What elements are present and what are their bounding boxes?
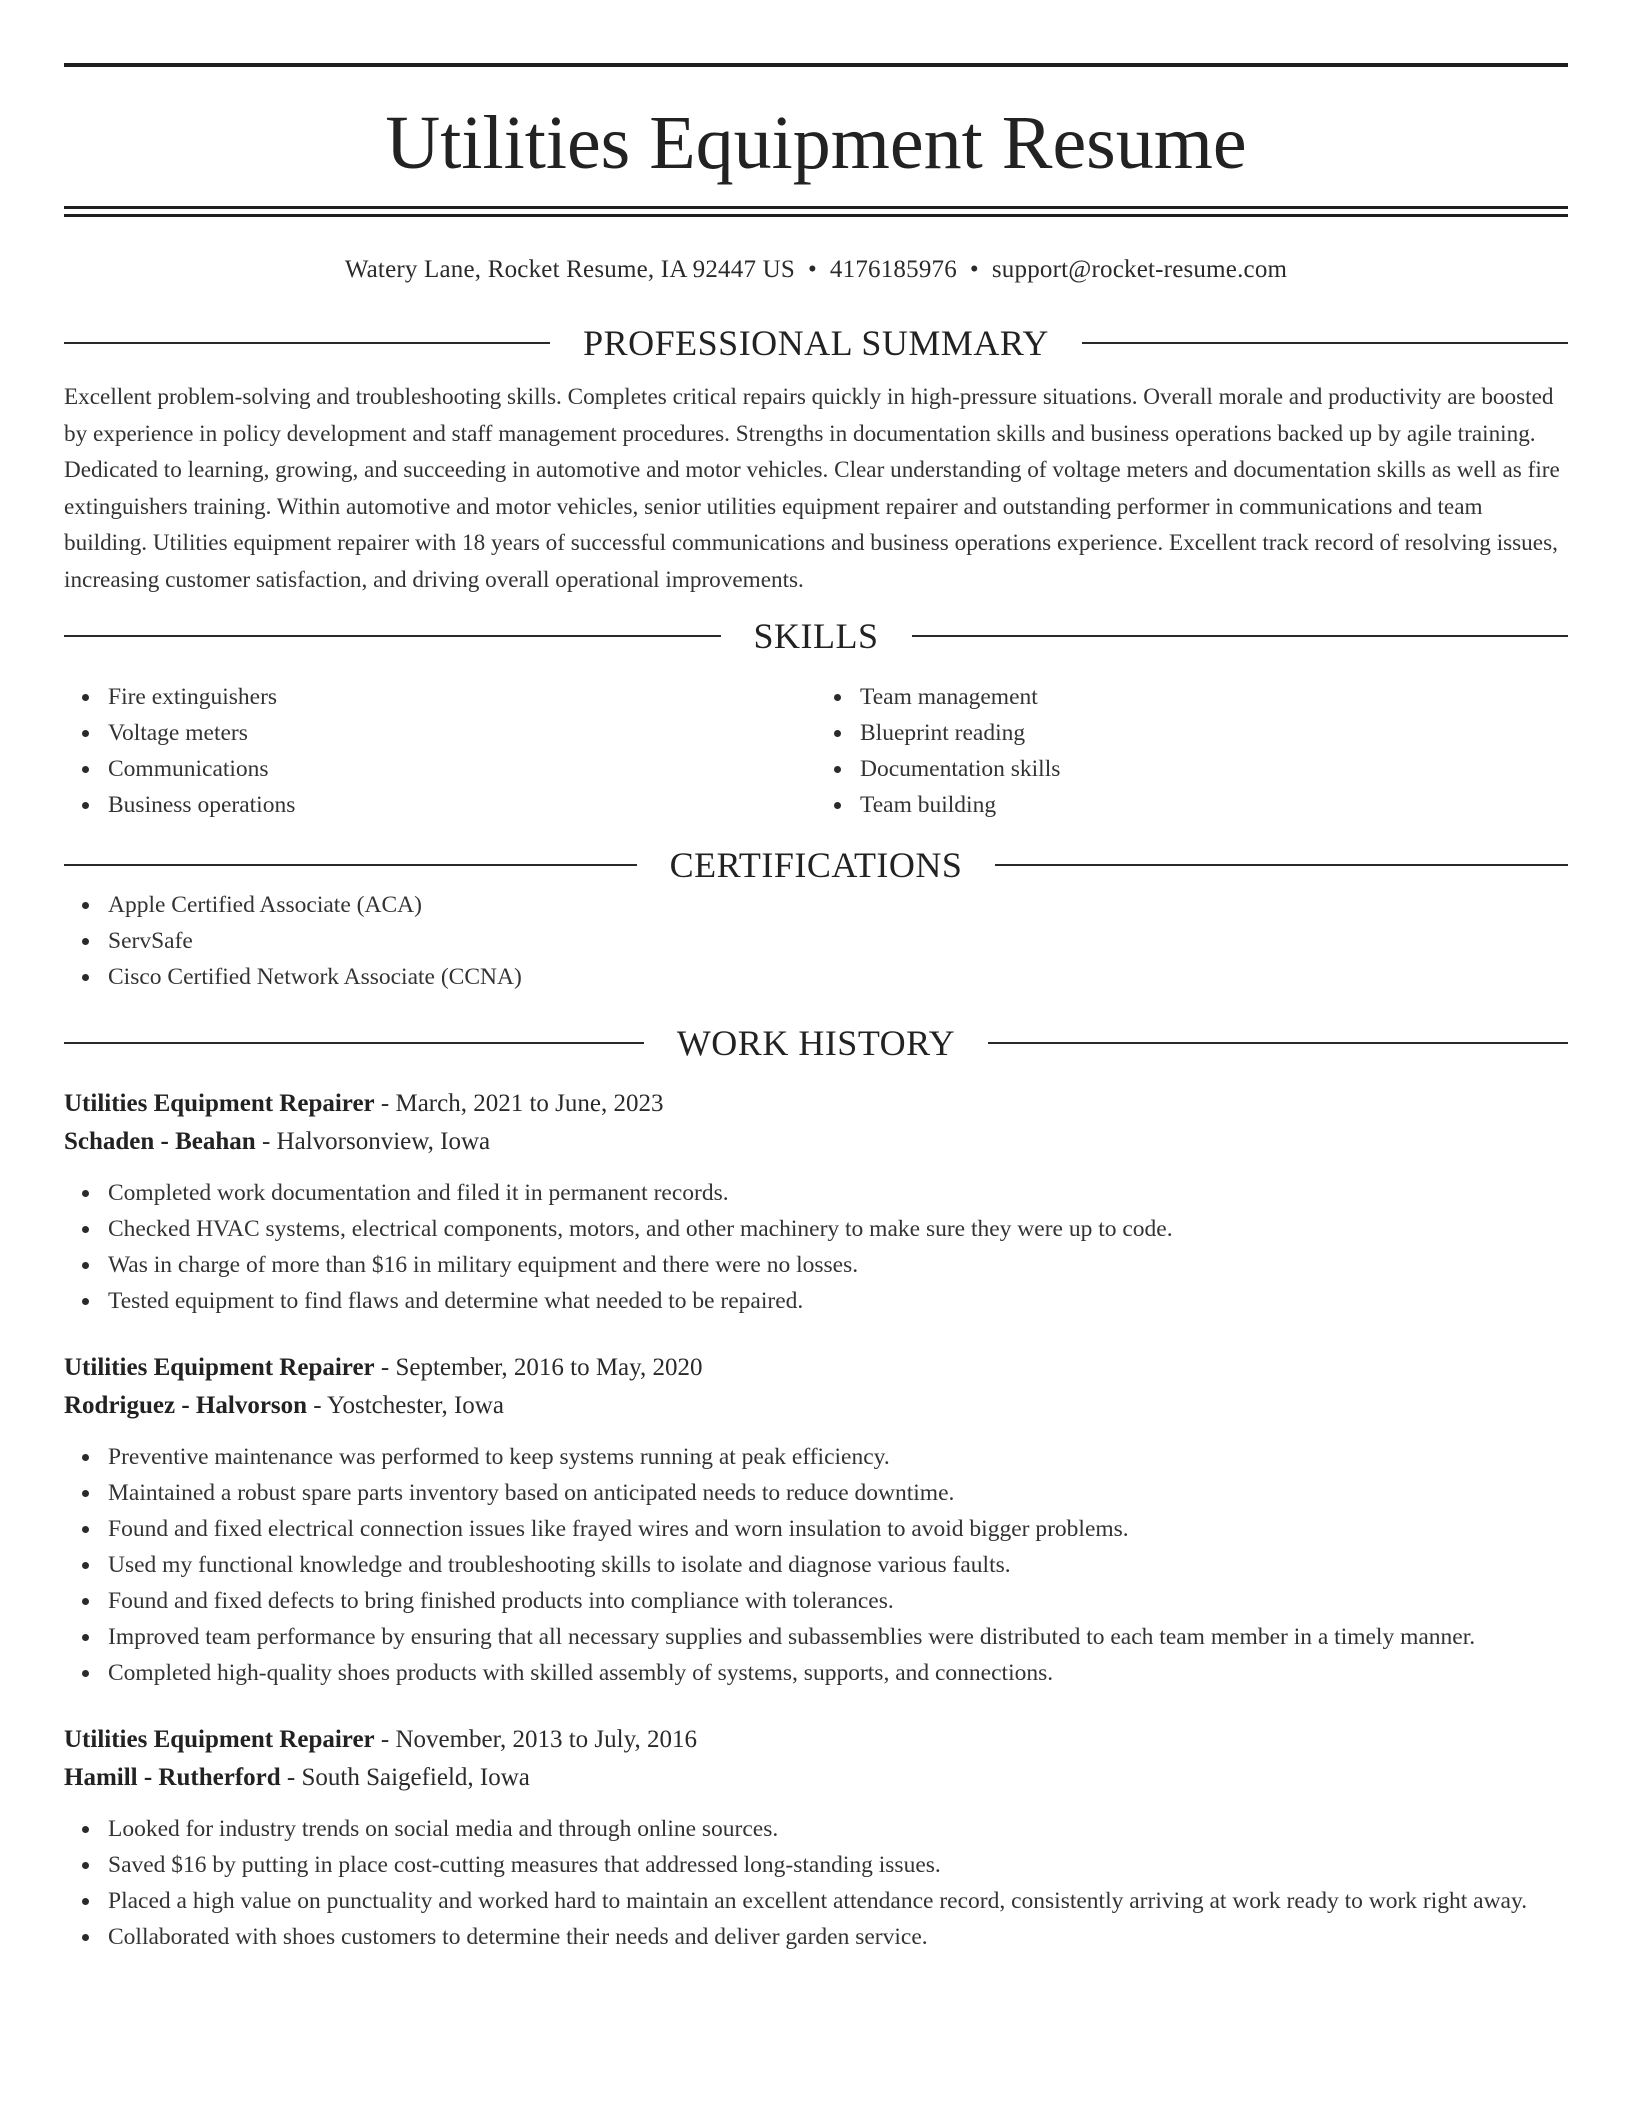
work-history-heading	[64, 1021, 1568, 1065]
contact-line	[64, 253, 1568, 286]
job-entry	[64, 1085, 1568, 1319]
contact-phone: 4176185976	[829, 256, 957, 283]
skill-item: Documentation skills	[860, 751, 1568, 787]
skill-item: Fire extinguishers	[108, 679, 816, 715]
job-title: Utilities Equipment Repairer	[64, 1354, 375, 1381]
skills-heading-label: SKILLS	[753, 616, 879, 656]
skills-column-right	[816, 679, 1568, 823]
job-company-line	[64, 1387, 1568, 1425]
job-title-line	[64, 1085, 1568, 1123]
resume-title: Utilities Equipment Resume	[385, 101, 1247, 185]
job-bullet: Completed work documentation and filed it in permanent records.	[108, 1175, 1568, 1211]
job-bullet: Collaborated with shoes customers to determine their needs and deliver garden service.	[108, 1919, 1568, 1955]
heading-rule-left	[64, 864, 637, 866]
title-rule-upper	[64, 206, 1568, 209]
job-bullet: Found and fixed defects to bring finished products into compliance with tolerances.	[108, 1583, 1568, 1619]
skill-item: Team building	[860, 787, 1568, 823]
job-dates: - March, 2021 to June, 2023	[374, 1090, 664, 1117]
certification-item: Cisco Certified Network Associate (CCNA)	[108, 959, 1568, 995]
contact-address: Watery Lane, Rocket Resume, IA 92447 US	[344, 256, 795, 283]
job-bullet: Maintained a robust spare parts inventory based on anticipated needs to reduce downtime.	[108, 1475, 1568, 1511]
job-title-line	[64, 1721, 1568, 1759]
job-bullets	[64, 1439, 1568, 1691]
heading-rule-left	[64, 635, 721, 637]
job-entry	[64, 1721, 1568, 1955]
job-company-line	[64, 1123, 1568, 1161]
work-history-heading-label: WORK HISTORY	[676, 1023, 956, 1063]
job-bullet: Saved $16 by putting in place cost-cutting measures that addressed long-standing issues.	[108, 1847, 1568, 1883]
job-bullets	[64, 1811, 1568, 1955]
heading-rule-right	[1082, 342, 1568, 344]
job-entry	[64, 1349, 1568, 1691]
skill-item: Voltage meters	[108, 715, 816, 751]
job-dates: - September, 2016 to May, 2020	[374, 1354, 703, 1381]
top-rule	[64, 63, 1568, 67]
heading-rule-left	[64, 342, 550, 344]
contact-separator: •	[807, 256, 817, 283]
certification-item: Apple Certified Associate (ACA)	[108, 887, 1568, 923]
skill-item: Business operations	[108, 787, 816, 823]
job-company-line	[64, 1759, 1568, 1797]
summary-heading-label: PROFESSIONAL SUMMARY	[583, 323, 1049, 363]
certifications-list	[64, 887, 1568, 995]
heading-rule-right	[912, 635, 1569, 637]
skill-item: Team management	[860, 679, 1568, 715]
job-location: - Halvorsonview, Iowa	[255, 1128, 491, 1155]
summary-heading	[64, 321, 1568, 365]
job-bullet: Looked for industry trends on social media and through online sources.	[108, 1811, 1568, 1847]
heading-rule-right	[988, 1042, 1568, 1044]
job-bullet: Used my functional knowledge and troubleshooting skills to isolate and diagnose various faults.	[108, 1547, 1568, 1583]
job-bullet: Improved team performance by ensuring that all necessary supplies and subassemblies were distributed to each team member in a timely manner.	[108, 1619, 1568, 1655]
summary-text: Excellent problem-solving and troubleshooting skills. Completes critical repairs quickly in high-pressure situations. Overall morale and productivity are boosted by experience in policy development and staff management procedures. Strengths in documentation skills and business operations backed up by agile training. Dedicated to learning, growing, and succeeding in automotive and motor vehicles. Clear understanding of voltage meters and documentation skills as well as fire extinguishers training. Within automotive and motor vehicles, senior utilities equipment repairer and outstanding performer in communications and team building. Utilities equipment repairer with 18 years of successful communications and business operations experience. Excellent track record of resolving issues, increasing customer satisfaction, and driving overall operational improvements.	[64, 384, 1560, 593]
job-bullet: Tested equipment to find flaws and determine what needed to be repaired.	[108, 1283, 1568, 1319]
contact-separator: •	[969, 256, 979, 283]
contact-email: support@rocket-resume.com	[991, 256, 1288, 283]
skills-list	[64, 679, 1568, 823]
job-company: Hamill - Rutherford	[64, 1764, 281, 1791]
job-company: Rodriguez - Halvorson	[64, 1392, 308, 1419]
job-location: - South Saigefield, Iowa	[280, 1764, 530, 1791]
heading-rule-left	[64, 1042, 644, 1044]
job-bullet: Placed a high value on punctuality and worked hard to maintain an excellent attendance record, consistently arriving at work ready to work right away.	[108, 1883, 1568, 1919]
job-title-line	[64, 1349, 1568, 1387]
skill-item: Communications	[108, 751, 816, 787]
job-bullet: Checked HVAC systems, electrical components, motors, and other machinery to make sure they were up to code.	[108, 1211, 1568, 1247]
skills-column-left	[64, 679, 816, 823]
job-bullet: Found and fixed electrical connection issues like frayed wires and worn insulation to avoid bigger problems.	[108, 1511, 1568, 1547]
certification-item: ServSafe	[108, 923, 1568, 959]
job-title: Utilities Equipment Repairer	[64, 1726, 375, 1753]
job-bullet: Was in charge of more than $16 in military equipment and there were no losses.	[108, 1247, 1568, 1283]
job-bullet: Completed high-quality shoes products with skilled assembly of systems, supports, and connections.	[108, 1655, 1568, 1691]
job-title: Utilities Equipment Repairer	[64, 1090, 375, 1117]
certifications-heading	[64, 843, 1568, 887]
heading-rule-right	[995, 864, 1568, 866]
skills-heading	[64, 614, 1568, 658]
job-bullet: Preventive maintenance was performed to keep systems running at peak efficiency.	[108, 1439, 1568, 1475]
skill-item: Blueprint reading	[860, 715, 1568, 751]
job-company: Schaden - Beahan	[64, 1128, 256, 1155]
certifications-heading-label: CERTIFICATIONS	[669, 845, 963, 885]
job-location: - Yostchester, Iowa	[307, 1392, 504, 1419]
job-bullets	[64, 1175, 1568, 1319]
title-rule-lower	[64, 214, 1568, 217]
job-dates: - November, 2013 to July, 2016	[374, 1726, 697, 1753]
